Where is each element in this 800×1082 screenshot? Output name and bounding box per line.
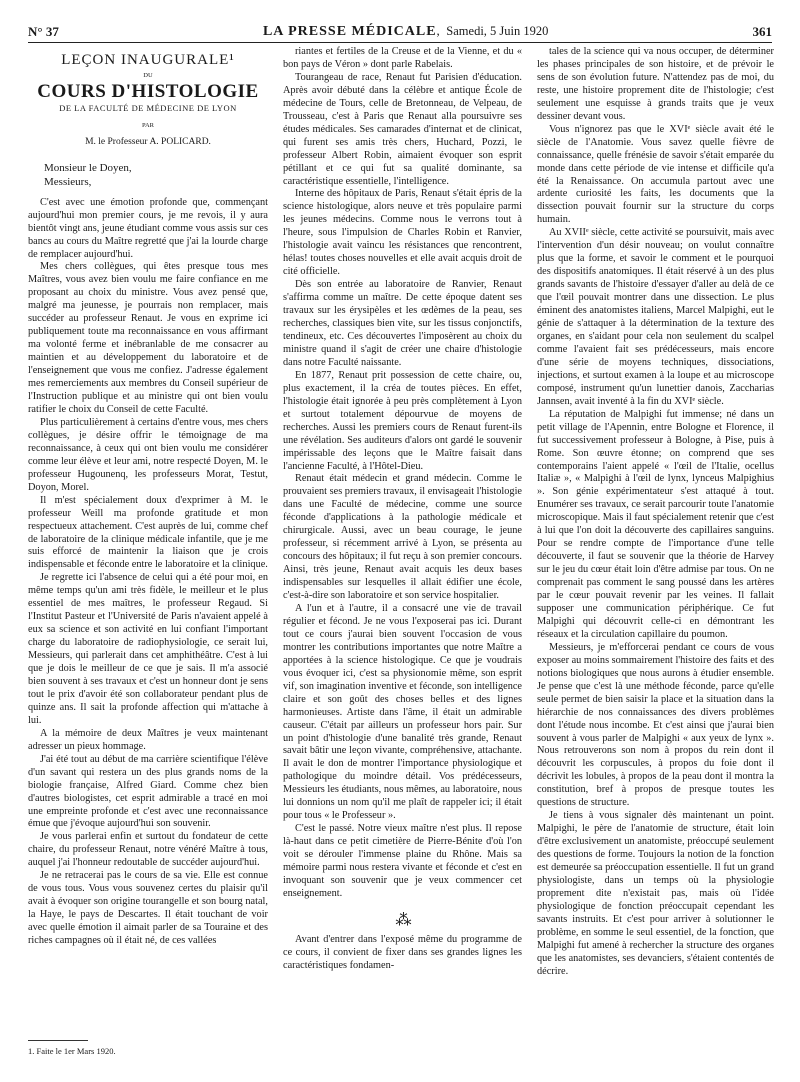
- footnote: 1. Faite le 1er Mars 1920.: [28, 1046, 116, 1056]
- paragraph: Je ne retracerai pas le cours de sa vie. Elle est connue de vous tous. Vous vous souvenez certes du plaisir qu'il avait à évoquer son origine tourangelle et son bourg natal, la Haye, le pays de Descartes. Il était touchant de voir avec quelle émotion il aimait parler de sa Touraine et des riches campagnes où il était né, de ces vallées: [28, 870, 268, 947]
- paragraph: Avant d'entrer dans l'exposé même du programme de ce cours, il convient de fixer dans ses grandes lignes les caractéristiques fondamen-: [283, 933, 522, 971]
- article-title-block: [28, 54, 268, 149]
- paragraph: J'ai été tout au début de ma carrière scientifique l'élève d'un savant qui restera un des plus grands noms de la biologie française, Alfred Giard. Comme chez bien d'autres biologistes, cet esprit admirable a tracé en moi une empreinte profonde et c'est avec une reconnaissance émue que j'évoque aujourd'hui son souvenir.: [28, 753, 268, 830]
- paragraph: Messieurs, je m'efforcerai pendant ce cours de vous exposer au moins sommairement l'histoire des faits et des notions biologiques que nous aurons à étudier ensemble. Je pense que c'est là une méthode féconde, parce qu'elle seule permet de bien saisir la place et la situation dans la hiérarchie de nos connaissances des divers problèmes dont l'étude nous incombe. Et c'est ainsi que j'aurai bien souvent à vous parler de Malpighi « aux yeux de lynx ». Nous retrouverons son nom à propos du rein dont il découvrit les corpuscules, à propos du foie dont il décrivit les lobules, à propos de la peau dont il montra la constitution, bref à propos de presque toutes les questions de structure.: [537, 641, 774, 809]
- salutation-line: Messieurs,: [44, 175, 92, 188]
- course-title: COURS D'HISTOLOGIE: [37, 80, 259, 102]
- page-number: 361: [752, 24, 772, 39]
- paragraph: Vous n'ignorez pas que le XVIᵉ siècle avait été le siècle de l'Anatomie. Vous savez quelle fièvre de connaissance, quelle frénésie de savoir s'était emparée du monde dans cette période de vie intense et difficile qu'a été la Renaissance. On accumula partout avec une ardente curiosité les faits, les documents que la dissection pouvait fournir sur la structure du corps humain.: [537, 123, 774, 226]
- paragraph: Au XVIIᵉ siècle, cette activité se poursuivit, mais avec l'intervention d'un désir nouveau; on voulut connaître plus que la forme, et savoir le comment et le pourquoi des dispositifs anatomiques. Il était réservé à un des plus grands savants de l'histoire d'essayer d'aller au delà de ce que l'œil pouvait montrer dans une dissection. Le plus éminent des anatomistes italiens, Marcel Malpighi, eut le génie de s'attaquer à la détermination de la texture des organes, en s'aidant pour cela non seulement du scalpel comme l'avaient fait ses prédécesseurs, mais encore d'une série de moyens techniques, dissociations, injections, et surtout examen à la loupe et au microscope composé, instrument qu'un lunettier danois, Zaccharias Jannsen, avait inventé à la fin du XVIᵉ siècle.: [537, 227, 774, 407]
- paragraph: Renaut était médecin et grand médecin. Comme le prouvaient ses premiers travaux, il envisageait l'histologie dans une Faculté de médecine, comme une source féconde d'applications à la pathologie médicale et chirurgicale. Aussi, avec un beau courage, le jeune professeur, si récemment arrivé à Lyon, se présenta au concours des hôpitaux; il fut reçu à son premier concours. Ainsi, très jeune, Renaut avait acquis les deux bases indispensables sur lesquelles il allait édifier une école, c'est-à-dire son laboratoire et son service hospitalier.: [283, 473, 522, 602]
- paragraph: Mes chers collègues, qui êtes presque tous mes Maîtres, vous avez bien voulu me faire confiance en me proposant au choix du ministre. Vous avez pensé que, malgré ma jeunesse, je pourrais non remplacer, mais succéder au professeur Renaut. Je vous en exprime ici publiquement toute ma reconnaissance en vous affirmant ma volonté ferme et inébranlable de me consacrer au maintien et au développement du laboratoire et de l'enseignement que vous me confiez. J'adresse également mes remerciements aux membres du Conseil supérieur de l'Instruction publique et au ministre qui ont bien voulu ratifier le choix du Conseil de cette Faculté.: [28, 261, 268, 415]
- salutation: [44, 161, 268, 189]
- page-header: [28, 14, 772, 43]
- paragraph: Je regrette ici l'absence de celui qui a été pour moi, en même temps qu'un ami très fidèle, le meilleur et le plus essentiel de mes maîtres, le professeur Regaud. Si l'Institut Pasteur et l'Université de Paris n'avaient appelé à eux sa science et son activité en lui confiant l'important charge du laboratoire de radiophysiologie, ce serait lui, Messieurs, qui parlerait dans cet amphithéâtre. C'est à lui que je dois le meilleur de ce que je sais. Il m'a associé bien souvent à ses travaux et c'est un honneur dont je sens tout le prix d'avoir été son collaborateur pendant plus de quinze ans. Il sait la profonde affection qui m'attache à lui.: [28, 572, 268, 726]
- paragraph: Je tiens à vous signaler dès maintenant un point. Malpighi, le père de l'anatomie de structure, était loin d'être exclusivement un anatomiste, préoccupé seulement des questions de forme. Toujours la notion de la fonction est demeurée sa préoccupation essentielle. Il fut un grand physiologiste, dans un temps où la physiologie proprement dite n'existait pas, mais où l'idée physiologique de fonction préoccupait cependant les savants instruits. Et c'est pour arriver à solutionner le problème, en somme le seul essentiel, de la fonction, que Malpighi fut amené à rechercher la structure des organes que les anatomistes, ses devanciers, s'étaient contentés de décrire.: [537, 810, 774, 977]
- paragraph: Plus particulièrement à certains d'entre vous, mes chers collègues, je désire offrir le témoignage de ma reconnaissance, à ceux qui ont bien voulu me considérer comme leur élève et leur ami, notre respecté Doyen, M. le professeur Hugounenq, les professeurs Morat, Testut, Doyon, Morel.: [28, 416, 268, 493]
- paragraph: A la mémoire de deux Maîtres je veux maintenant adresser un pieux hommage.: [28, 727, 268, 752]
- paragraph: C'est le passé. Notre vieux maître n'est plus. Il repose là-haut dans ce petit cimetière de Pierre-Bénite d'où l'on voit se dérouler l'immense plaine du Rhône. Mais sa mémoire parmi nous restera vivante et féconde et c'est en invoquant son souvenir que je veux commencer cet enseignement.: [283, 823, 522, 899]
- paragraph: Il m'est spécialement doux d'exprimer à M. le professeur Weill ma profonde gratitude et mon respectueux attachement. C'est auprès de lui, comme chef de laboratoire de la clinique médicale infantile, que je me suis efforcé de maintenir la liaison que je crois indispensable et féconde entre le laboratoire et la clinique.: [28, 494, 268, 571]
- paragraph: A l'un et à l'autre, il a consacré une vie de travail régulier et fécond. Je ne vous l'exposerai pas ici. Durant tout ce cours j'aurai bien souvent l'occasion de vous montrer les contributions importantes que notre Maître a apportées à la science histologique. Ce que je voudrais vous évoquer ici, c'est sa physionomie même, son esprit vif, son imagination inventive et féconde, son intelligence claire et son goût des choses belles et des lignes harmonieuses. Artiste dans l'âme, il était un admirable causeur. C'était par ailleurs un professeur hors pair. Sur un point d'histologie d'une banalité très grande, Renaut savait bâtir une leçon vivante, compréhensive, attachante. Il avait le don de montrer l'importance physiologique et pathologique du moindre détail. Vos prédécesseurs, Messieurs les étudiants, nous mêmes, au laboratoire, nous lui donnions un nom qu'il me plaît de rappeler ici; il était pour tous « le Professeur ».: [283, 602, 522, 822]
- column-3: [537, 46, 774, 979]
- paragraph: Je vous parlerai enfin et surtout du fondateur de cette chaire, du professeur Renaut, notre vénéré Maître à tous, auquel j'ai l'honneur redoutable de succéder aujourd'hui.: [28, 831, 268, 869]
- column-1: [28, 46, 268, 948]
- column-3-text: [537, 46, 774, 979]
- section-separator-stars: ⁂: [395, 911, 410, 929]
- column-2: [283, 46, 522, 973]
- paragraph: riantes et fertiles de la Creuse et de la Vienne, et du « bon pays de Véron » dont parle Rabelais.: [283, 46, 522, 70]
- paragraph: En 1877, Renaut prit possession de cette chaire, ou, plus exactement, il la créa de toutes pièces. En effet, l'histologie était ignorée à peu près complètement à Lyon et surtout totalement dépourvue de moyens de recherches. Aussi les premiers cours de Renaut furent-ils une révélation. Ses auditeurs d'alors ont gardé le souvenir impérissable des leçons que le Maître faisait dans l'ancienne Faculté, à l'Hôtel-Dieu.: [283, 369, 522, 472]
- issue-number: N° 37: [28, 24, 59, 39]
- paragraph: tales de la science qui va nous occuper, de déterminer les phases principales de son histoire, et de prévoir le sens de son évolution future. N'attendez pas de moi, du reste, une histoire proprement dite de l'histologie; c'est seulement une esquisse à grands traits que je veux dessiner devant vous.: [537, 46, 774, 122]
- issue-date: Samedi, 5 Juin 1920: [446, 24, 549, 38]
- author-line: M. le Professeur A. POLICARD.: [85, 136, 211, 147]
- title-du: DU: [143, 71, 153, 79]
- paragraph: Tourangeau de race, Renaut fut Parisien d'éducation. Après avoir débuté dans la célèbre et antique École de médecine de Tours, celle de Bretonneau, de Velpeau, de Trousseau, c'est à Paris que Renaut alla poursuivre ses études médicales. Ses camarades d'internat et de clinicat, qui furent ses amis très chers, Huchard, Pozzi, le professeur Albert Robin, aimaient évoquer son esprit pétillant et ce qui fut sa qualité dominante, sa caractéristique essentielle, l'intelligence.: [283, 71, 522, 187]
- salutation-line: Monsieur le Doyen,: [44, 161, 132, 174]
- title-par: PAR: [141, 121, 155, 129]
- masthead: LA PRESSE MÉDICALE, Samedi, 5 Juin 1920: [262, 23, 549, 39]
- lecon-title: LEÇON INAUGURALE¹: [61, 52, 235, 68]
- paragraph: C'est avec une émotion profonde que, commençant aujourd'hui mon premier cours, je me revois, il y aura bientôt vingt ans, jeune étudiant comme vous assis sur ces bancs au cours du Maître regretté que j'ai la lourde charge de remplacer aujourd'hui.: [28, 196, 268, 260]
- journal-title: LA PRESSE MÉDICALE: [262, 24, 437, 39]
- paragraph: Interne des hôpitaux de Paris, Renaut s'était épris de la science histologique, alors neuve et très populaire parmi les jeunes médecins. Comme nous le verrons tout à l'heure, sous l'impulsion de Charles Robin et Ranvier, l'histologie avait vaincu les résistances que rencontrent, hélas! toutes choses nouvelles et elle avait acquis droit de cité officielle.: [283, 188, 522, 278]
- footnote-rule: [28, 1040, 88, 1041]
- faculty-name: DE LA FACULTÉ DE MÉDECINE DE LYON: [59, 102, 237, 113]
- column-1-text: [28, 197, 268, 948]
- paragraph: Dès son entrée au laboratoire de Ranvier, Renaut s'affirma comme un maître. De cette époque datent ses travaux sur les érysipèles et les œdèmes de la peau, ses recherches, classiques bien vite, sur les tissus conjonctifs, tendineux, etc. Ces découvertes l'imposèrent au choix du ministre quand il s'agit de créer une chaire d'histologie dans notre Faculté naissante.: [283, 279, 522, 368]
- column-2-after-text: [283, 934, 522, 973]
- paragraph: La réputation de Malpighi fut immense; né dans un petit village de l'Apennin, entre Bologne et Florence, il fut successivement professeur à Bologne, à Pise, puis à Rome. Son œuvre étonne; on comprend que ses contemporains l'aient appelé « l'œil de l'Italie, ocellus Italiæ », « Malpighi à l'œil de lynx, lynceus Malpighius ». Son génie expérimentateur s'est attaqué à tout. Enumérer ses travaux, ce serait parcourir toute l'anatomie microscopique. Mais il faut spécialement retenir que c'est à lui que l'on doit la découverte des capillaires sanguins. Pour se rendre compte de l'importance d'une telle découverte, il faut se souvenir que la théorie de Harvey sur le jeu du cœur était loin d'être admise par tous. On ne comprenait pas comment le sang poussé dans les artères par le cœur pouvait revenir par les veines. Il fallait supposer une communication périphérique. Ce fut Malpighi qui découvrit celle-ci en démontrant les réseaux et la circulation capillaire du poumon.: [537, 408, 774, 640]
- column-2-text: [283, 46, 522, 901]
